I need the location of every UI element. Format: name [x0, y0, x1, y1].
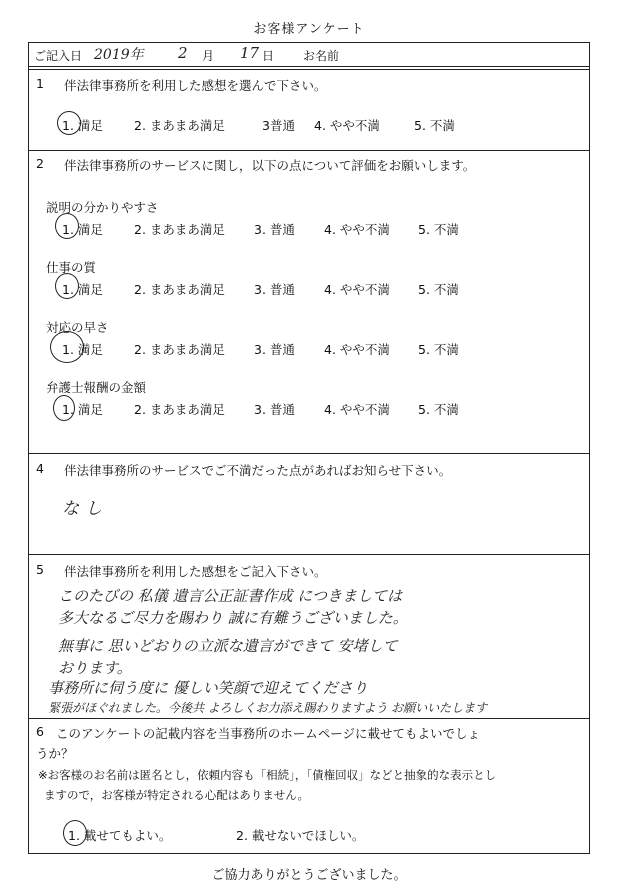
q2-item3-option-4[interactable]: 4. やや不満 [324, 342, 390, 357]
q2-question: 伴法律事務所のサービスに関し，以下の点について評価をお願いします。 [64, 158, 476, 173]
q2-item1-option-2[interactable]: 2. まあまあ満足 [134, 222, 225, 237]
q6-option-2[interactable]: 2. 載せないでほしい。 [236, 828, 365, 843]
q5-number: 5 [36, 562, 44, 577]
q1-number: 1 [36, 76, 44, 91]
selection-circle [50, 331, 84, 363]
divider [28, 453, 589, 454]
q6-question: このアンケートの記載内容を当事務所のホームページに載せてもよいでしょ [56, 726, 481, 741]
footer-thanks: ご協力ありがとうございました。 [211, 868, 407, 883]
selection-circle [53, 395, 75, 421]
q2-item1-option-1[interactable]: 1. 満足 [62, 222, 103, 237]
q2-item4-option-1[interactable]: 1. 満足 [62, 402, 103, 417]
name-label: お名前 [303, 49, 340, 63]
q2-item2-option-1[interactable]: 1. 満足 [62, 282, 103, 297]
q2-item-label: 対応の早さ [46, 320, 109, 335]
q2-item3-option-1[interactable]: 1. 満足 [62, 342, 103, 357]
selection-circle [55, 213, 79, 239]
q5-answer-line: このたびの 私儀 遺言公正証書作成 につきましては [58, 587, 403, 605]
q5-answer-line: 事務所に伺う度に 優しい笑顔で迎えてくださり [48, 679, 368, 697]
q5-question: 伴法律事務所を利用した感想をご記入下さい。 [64, 564, 327, 579]
q6-option-1[interactable]: 1. 載せてもよい。 [68, 828, 172, 843]
q1-option-1[interactable]: 1. 満足 [62, 118, 103, 133]
q2-item1-option-4[interactable]: 4. やや不満 [324, 222, 390, 237]
q5-answer-line: おります。 [58, 659, 132, 677]
q2-item1-option-5[interactable]: 5. 不満 [418, 222, 459, 237]
q4-number: 4 [36, 461, 44, 476]
q1-option-5[interactable]: 5. 不満 [414, 118, 455, 133]
q2-item2-option-4[interactable]: 4. やや不満 [324, 282, 390, 297]
divider [28, 66, 589, 67]
q5-answer-line: 多大なるご尽力を賜わり 誠に有難うございました。 [58, 609, 408, 627]
q2-item-label: 弁護士報酬の金額 [46, 380, 147, 395]
divider [28, 150, 589, 151]
q2-item2-option-2[interactable]: 2. まあまあ満足 [134, 282, 225, 297]
q6-note: ※お客様のお名前は匿名とし，依頼内容も「相続」，「債権回収」などと抽象的な表示とし [38, 768, 497, 782]
q2-number: 2 [36, 156, 44, 171]
month-unit: 月 [202, 49, 215, 63]
q2-item1-option-3[interactable]: 3. 普通 [254, 222, 295, 237]
selection-circle [55, 273, 79, 299]
selection-circle [63, 820, 87, 846]
q4-answer: なし [62, 499, 108, 519]
date-month: 2 [178, 44, 188, 62]
q6-number: 6 [36, 724, 44, 739]
q2-item-label: 仕事の質 [46, 260, 97, 275]
q2-item4-option-5[interactable]: 5. 不満 [418, 402, 459, 417]
q5-answer-line: 緊張がほぐれました。今後共 よろしくお力添え賜わりますよう お願いいたします [48, 701, 487, 715]
form-title: お客様アンケート [253, 22, 365, 37]
date-year: 2019年 [94, 47, 144, 63]
q2-item3-option-3[interactable]: 3. 普通 [254, 342, 295, 357]
q1-question: 伴法律事務所を利用した感想を選んで下さい。 [64, 78, 327, 93]
q6-question-cont: うか？ [36, 746, 74, 761]
q2-item2-option-5[interactable]: 5. 不満 [418, 282, 459, 297]
q2-item4-option-3[interactable]: 3. 普通 [254, 402, 295, 417]
q5-answer-line: 無事に 思いどおりの立派な遺言ができて 安堵して [58, 637, 398, 655]
q1-option-4[interactable]: 4. やや不満 [314, 118, 380, 133]
date-label: ご記入日 [34, 49, 83, 63]
q1-option-2[interactable]: 2. まあまあ満足 [134, 118, 225, 133]
q2-item3-option-2[interactable]: 2. まあまあ満足 [134, 342, 225, 357]
q2-item3-option-5[interactable]: 5. 不満 [418, 342, 459, 357]
selection-circle [57, 111, 81, 135]
q6-note-cont: ますので，お客様が特定される心配はありません。 [44, 788, 309, 802]
q4-question: 伴法律事務所のサービスでご不満だった点があればお知らせ下さい。 [64, 463, 452, 478]
divider [28, 554, 589, 555]
date-day: 17 [240, 44, 260, 62]
divider [28, 69, 589, 70]
q2-item-label: 説明の分かりやすさ [46, 200, 159, 215]
q2-item4-option-4[interactable]: 4. やや不満 [324, 402, 390, 417]
divider [28, 718, 589, 719]
q1-option-3[interactable]: 3普通 [262, 118, 295, 133]
q2-item2-option-3[interactable]: 3. 普通 [254, 282, 295, 297]
q2-item4-option-2[interactable]: 2. まあまあ満足 [134, 402, 225, 417]
day-unit: 日 [262, 49, 275, 63]
